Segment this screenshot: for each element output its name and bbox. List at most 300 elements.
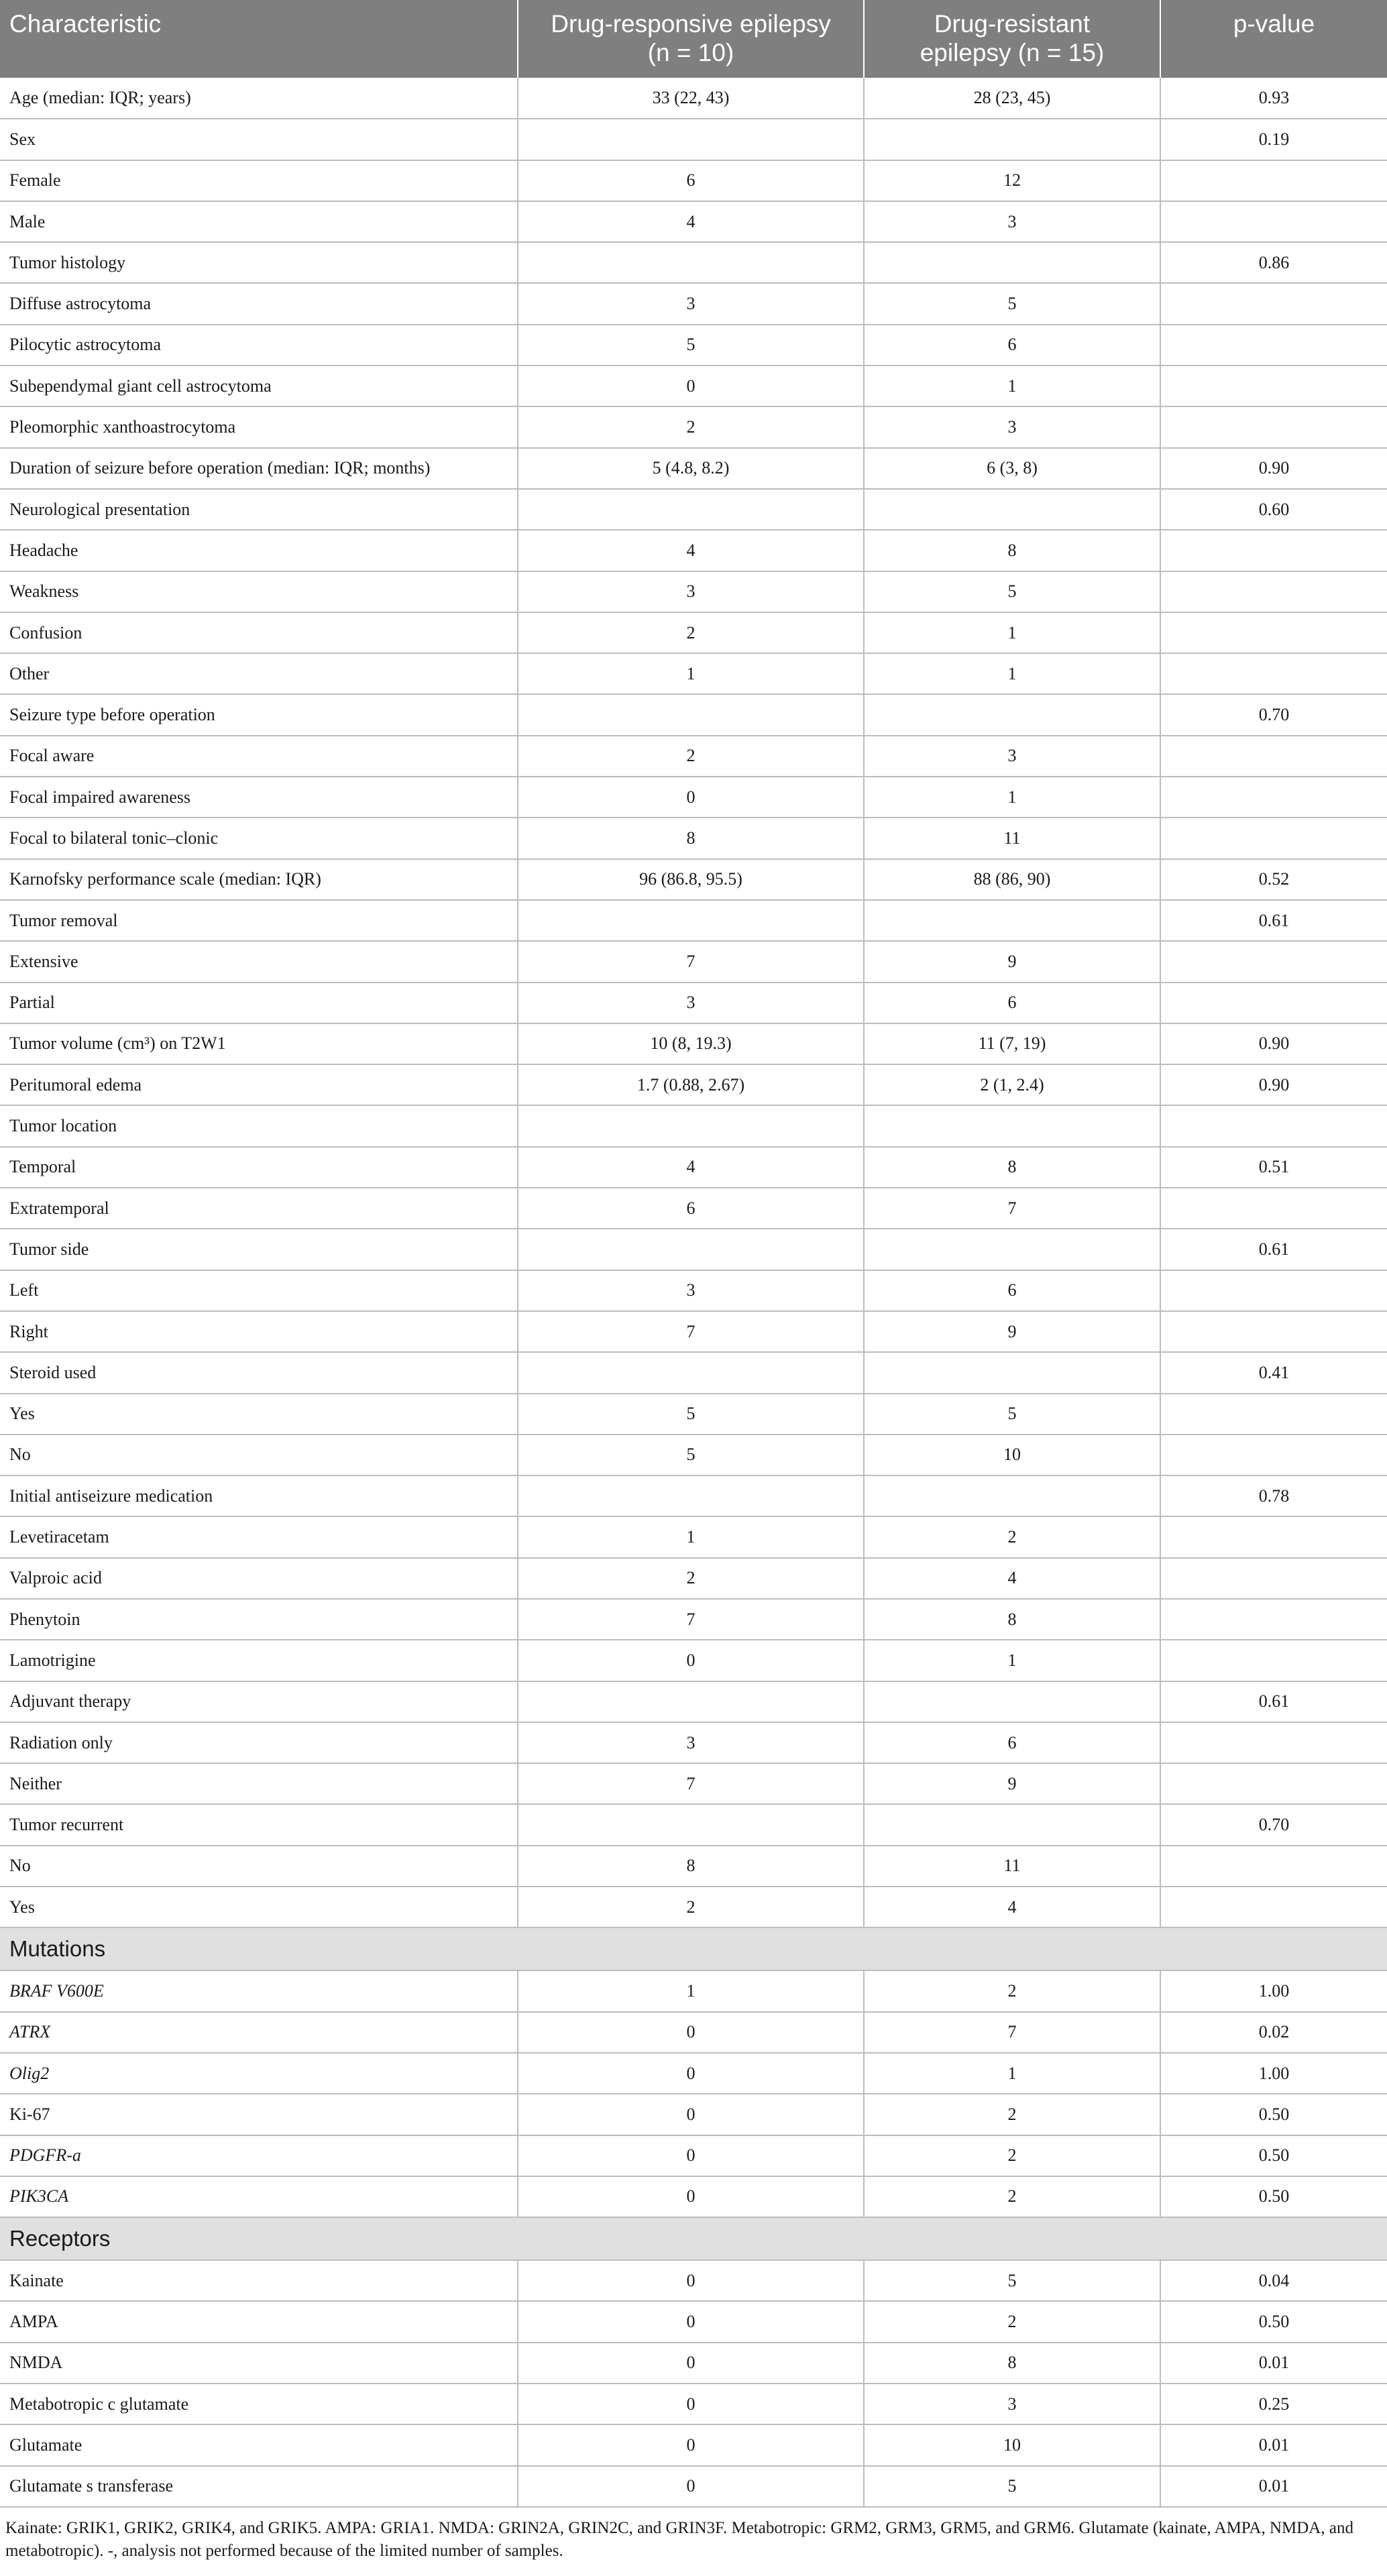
drug-resistant-value: 3 [864, 2384, 1160, 2424]
drug-resistant-value [864, 242, 1160, 283]
row-label: Temporal [0, 1147, 518, 1188]
drug-resistant-value: 28 (23, 45) [864, 78, 1160, 119]
drug-responsive-value [518, 119, 864, 160]
p-value [1160, 1394, 1387, 1435]
table-row [0, 818, 1387, 858]
table-footnote: Kainate: GRIK1, GRIK2, GRIK4, and GRIK5. AMPA: GRIA1. NMDA: GRIN2A, GRIN2C, and GRIN3F. Metabotropic: GRM2, GRM3, GRM5, and GRM6. Glutamate (kainate, AMPA, NMDA, and metabotropic). -, analysis not performed because of the limited number of samples. [5, 2518, 1353, 2560]
row-label: Yes [0, 1887, 518, 1927]
table-row [0, 2343, 1387, 2384]
table-row [0, 1722, 1387, 1763]
row-label: Tumor location [0, 1105, 518, 1146]
row-label: Radiation only [0, 1722, 518, 1763]
p-value: 0.61 [1160, 1681, 1387, 1722]
table-row [0, 941, 1387, 982]
drug-resistant-value: 1 [864, 366, 1160, 406]
table-row [0, 325, 1387, 366]
p-value [1160, 1722, 1387, 1763]
row-label: Neither [0, 1763, 518, 1804]
p-value: 0.90 [1160, 448, 1387, 489]
table-row [0, 201, 1387, 242]
drug-resistant-value: 2 (1, 2.4) [864, 1064, 1160, 1105]
drug-responsive-value [518, 1681, 864, 1722]
table-row [0, 1023, 1387, 1064]
drug-resistant-value [864, 1105, 1160, 1146]
drug-resistant-value [864, 489, 1160, 530]
table-row [0, 1064, 1387, 1105]
drug-resistant-value: 6 (3, 8) [864, 448, 1160, 489]
row-label: Headache [0, 530, 518, 571]
row-label: Ki-67 [0, 2094, 518, 2135]
header-drug-resistant-label: Drug-resistant [934, 10, 1091, 38]
drug-responsive-value: 7 [518, 1311, 864, 1352]
section-receptors [0, 2217, 1387, 2260]
table-row [0, 2135, 1387, 2176]
row-label: Weakness [0, 571, 518, 612]
p-value: 0.25 [1160, 2384, 1387, 2424]
drug-resistant-value: 5 [864, 2260, 1160, 2301]
drug-responsive-value: 0 [518, 2135, 864, 2176]
row-label: Male [0, 201, 518, 242]
drug-responsive-value: 7 [518, 1763, 864, 1804]
row-label: Pilocytic astrocytoma [0, 325, 518, 366]
drug-responsive-value: 33 (22, 43) [518, 78, 864, 119]
table-row [0, 366, 1387, 406]
p-value: 0.01 [1160, 2343, 1387, 2384]
row-label: Age (median: IQR; years) [0, 78, 518, 119]
drug-responsive-value: 0 [518, 2012, 864, 2053]
drug-resistant-value: 10 [864, 1435, 1160, 1475]
drug-resistant-value: 2 [864, 1516, 1160, 1557]
p-value: 0.70 [1160, 694, 1387, 735]
section-title: Mutations [0, 1927, 1387, 1970]
p-value: 0.50 [1160, 2094, 1387, 2135]
table-row [0, 2424, 1387, 2465]
drug-responsive-value [518, 1804, 864, 1845]
row-label: Left [0, 1270, 518, 1311]
row-label: Phenytoin [0, 1599, 518, 1640]
table-row [0, 1763, 1387, 1804]
row-label: Kainate [0, 2260, 518, 2301]
drug-responsive-value: 4 [518, 1147, 864, 1188]
drug-resistant-value: 9 [864, 1763, 1160, 1804]
row-label: Extratemporal [0, 1188, 518, 1229]
row-label: Focal impaired awareness [0, 777, 518, 818]
row-label: Female [0, 160, 518, 201]
table-row [0, 2260, 1387, 2301]
row-label: BRAF V600E [0, 1970, 518, 2011]
header-drug-resistant-n: epilepsy (n = 15) [920, 39, 1105, 66]
table-row [0, 2176, 1387, 2217]
drug-resistant-value: 12 [864, 160, 1160, 201]
p-value: 0.61 [1160, 900, 1387, 941]
drug-responsive-value [518, 242, 864, 283]
drug-resistant-value: 1 [864, 653, 1160, 694]
drug-resistant-value: 3 [864, 406, 1160, 447]
drug-resistant-value: 11 (7, 19) [864, 1023, 1160, 1064]
drug-responsive-value: 2 [518, 736, 864, 777]
drug-responsive-value [518, 694, 864, 735]
row-label: Steroid used [0, 1352, 518, 1393]
row-label: Other [0, 653, 518, 694]
row-label: Right [0, 1311, 518, 1352]
p-value [1160, 406, 1387, 447]
table-header [0, 0, 1387, 78]
header-drug-resistant [864, 0, 1160, 78]
table-row [0, 1640, 1387, 1681]
drug-resistant-value: 10 [864, 2424, 1160, 2465]
p-value: 0.90 [1160, 1023, 1387, 1064]
row-label: Subependymal giant cell astrocytoma [0, 366, 518, 406]
row-label: Duration of seizure before operation (median: IQR; months) [0, 448, 518, 489]
p-value [1160, 1188, 1387, 1229]
p-value: 0.60 [1160, 489, 1387, 530]
drug-resistant-value: 2 [864, 2301, 1160, 2342]
drug-resistant-value: 1 [864, 612, 1160, 653]
p-value: 0.70 [1160, 1804, 1387, 1845]
table-row [0, 489, 1387, 530]
p-value [1160, 283, 1387, 324]
drug-responsive-value: 4 [518, 530, 864, 571]
drug-resistant-value: 1 [864, 2053, 1160, 2094]
drug-responsive-value [518, 489, 864, 530]
table-row [0, 694, 1387, 735]
drug-responsive-value: 2 [518, 1887, 864, 1927]
drug-responsive-value: 0 [518, 1640, 864, 1681]
table-row [0, 2053, 1387, 2094]
table-row [0, 242, 1387, 283]
p-value [1160, 777, 1387, 818]
p-value: 0.93 [1160, 78, 1387, 119]
drug-resistant-value [864, 1804, 1160, 1845]
row-label: Focal aware [0, 736, 518, 777]
row-label: Glutamate s transferase [0, 2466, 518, 2507]
p-value [1160, 1105, 1387, 1146]
row-label: Lamotrigine [0, 1640, 518, 1681]
drug-responsive-value: 3 [518, 1722, 864, 1763]
table-row [0, 2012, 1387, 2053]
drug-responsive-value: 0 [518, 777, 864, 818]
drug-responsive-value: 5 (4.8, 8.2) [518, 448, 864, 489]
p-value [1160, 1435, 1387, 1475]
table-row [0, 1558, 1387, 1599]
drug-resistant-value: 5 [864, 571, 1160, 612]
p-value: 0.50 [1160, 2176, 1387, 2217]
drug-resistant-value: 5 [864, 283, 1160, 324]
row-label: Partial [0, 983, 518, 1023]
row-label: Levetiracetam [0, 1516, 518, 1557]
drug-resistant-value: 9 [864, 941, 1160, 982]
p-value [1160, 612, 1387, 653]
drug-resistant-value [864, 900, 1160, 941]
p-value: 0.51 [1160, 1147, 1387, 1188]
p-value [1160, 201, 1387, 242]
p-value [1160, 530, 1387, 571]
drug-resistant-value: 5 [864, 2466, 1160, 2507]
table-row [0, 2466, 1387, 2507]
drug-responsive-value: 6 [518, 1188, 864, 1229]
row-label: Extensive [0, 941, 518, 982]
p-value: 0.52 [1160, 859, 1387, 900]
p-value: 0.61 [1160, 1229, 1387, 1270]
p-value [1160, 1640, 1387, 1681]
p-value: 1.00 [1160, 1970, 1387, 2011]
p-value: 0.19 [1160, 119, 1387, 160]
drug-responsive-value: 0 [518, 2053, 864, 2094]
row-label: Olig2 [0, 2053, 518, 2094]
drug-resistant-value [864, 1352, 1160, 1393]
header-drug-responsive [518, 0, 864, 78]
section-title: Receptors [0, 2217, 1387, 2260]
drug-responsive-value [518, 900, 864, 941]
row-label: Confusion [0, 612, 518, 653]
table-row [0, 119, 1387, 160]
drug-responsive-value: 1.7 (0.88, 2.67) [518, 1064, 864, 1105]
p-value [1160, 1311, 1387, 1352]
drug-responsive-value: 0 [518, 2176, 864, 2217]
p-value [1160, 325, 1387, 366]
table-row [0, 1475, 1387, 1516]
table-row [0, 736, 1387, 777]
table-row [0, 1599, 1387, 1640]
row-label: PIK3CA [0, 2176, 518, 2217]
row-label: PDGFR-a [0, 2135, 518, 2176]
table-row [0, 1311, 1387, 1352]
p-value: 0.50 [1160, 2301, 1387, 2342]
p-value: 0.78 [1160, 1475, 1387, 1516]
row-label: Tumor side [0, 1229, 518, 1270]
drug-responsive-value: 0 [518, 366, 864, 406]
drug-responsive-value: 3 [518, 283, 864, 324]
drug-resistant-value: 1 [864, 1640, 1160, 1681]
row-label: Tumor histology [0, 242, 518, 283]
drug-resistant-value [864, 694, 1160, 735]
p-value: 0.01 [1160, 2466, 1387, 2507]
table-row [0, 1887, 1387, 1927]
drug-resistant-value: 2 [864, 2094, 1160, 2135]
drug-resistant-value: 6 [864, 325, 1160, 366]
table-row [0, 1394, 1387, 1435]
row-label: No [0, 1435, 518, 1475]
p-value [1160, 1846, 1387, 1887]
row-label: Focal to bilateral tonic–clonic [0, 818, 518, 858]
table-row [0, 571, 1387, 612]
p-value [1160, 983, 1387, 1023]
drug-responsive-value: 6 [518, 160, 864, 201]
drug-resistant-value: 5 [864, 1394, 1160, 1435]
section-mutations [0, 1927, 1387, 1970]
row-label: Tumor volume (cm³) on T2W1 [0, 1023, 518, 1064]
table-row [0, 530, 1387, 571]
drug-resistant-value: 8 [864, 530, 1160, 571]
row-label: Initial antiseizure medication [0, 1475, 518, 1516]
row-label: AMPA [0, 2301, 518, 2342]
drug-responsive-value: 10 (8, 19.3) [518, 1023, 864, 1064]
p-value [1160, 818, 1387, 858]
drug-responsive-value: 0 [518, 2301, 864, 2342]
p-value: 0.90 [1160, 1064, 1387, 1105]
drug-resistant-value [864, 1475, 1160, 1516]
p-value [1160, 736, 1387, 777]
row-label: NMDA [0, 2343, 518, 2384]
drug-responsive-value: 2 [518, 406, 864, 447]
table-row [0, 160, 1387, 201]
p-value [1160, 1887, 1387, 1927]
drug-responsive-value: 7 [518, 1599, 864, 1640]
drug-resistant-value: 11 [864, 818, 1160, 858]
table-row [0, 1352, 1387, 1393]
p-value: 0.41 [1160, 1352, 1387, 1393]
drug-resistant-value [864, 1681, 1160, 1722]
drug-resistant-value: 88 (86, 90) [864, 859, 1160, 900]
row-label: Sex [0, 119, 518, 160]
drug-resistant-value: 1 [864, 777, 1160, 818]
drug-responsive-value [518, 1229, 864, 1270]
p-value: 1.00 [1160, 2053, 1387, 2094]
row-label: Karnofsky performance scale (median: IQR) [0, 859, 518, 900]
drug-responsive-value: 4 [518, 201, 864, 242]
drug-resistant-value: 3 [864, 201, 1160, 242]
header-drug-responsive-label: Drug-responsive epilepsy [551, 10, 831, 38]
drug-responsive-value: 2 [518, 1558, 864, 1599]
row-label: Glutamate [0, 2424, 518, 2465]
p-value: 0.86 [1160, 242, 1387, 283]
row-label: No [0, 1846, 518, 1887]
row-label: ATRX [0, 2012, 518, 2053]
table-row [0, 1681, 1387, 1722]
table-row [0, 2094, 1387, 2135]
header-p-value: p-value [1160, 0, 1387, 78]
p-value: 0.01 [1160, 2424, 1387, 2465]
table-row [0, 1105, 1387, 1146]
drug-responsive-value: 8 [518, 818, 864, 858]
drug-resistant-value: 6 [864, 1270, 1160, 1311]
drug-responsive-value: 96 (86.8, 95.5) [518, 859, 864, 900]
row-label: Tumor recurrent [0, 1804, 518, 1845]
drug-responsive-value: 0 [518, 2466, 864, 2507]
drug-resistant-value: 8 [864, 1599, 1160, 1640]
drug-responsive-value: 0 [518, 2384, 864, 2424]
table-row [0, 448, 1387, 489]
drug-responsive-value: 1 [518, 653, 864, 694]
table-row [0, 1970, 1387, 2011]
drug-resistant-value [864, 1229, 1160, 1270]
drug-responsive-value: 1 [518, 1516, 864, 1557]
p-value [1160, 366, 1387, 406]
drug-resistant-value: 4 [864, 1558, 1160, 1599]
drug-resistant-value: 8 [864, 2343, 1160, 2384]
drug-resistant-value: 6 [864, 983, 1160, 1023]
p-value [1160, 941, 1387, 982]
table-row [0, 777, 1387, 818]
table-row [0, 900, 1387, 941]
table-row [0, 2384, 1387, 2424]
row-label: Peritumoral edema [0, 1064, 518, 1105]
row-label: Pleomorphic xanthoastrocytoma [0, 406, 518, 447]
row-label: Diffuse astrocytoma [0, 283, 518, 324]
row-label: Seizure type before operation [0, 694, 518, 735]
drug-responsive-value [518, 1475, 864, 1516]
p-value: 0.02 [1160, 2012, 1387, 2053]
drug-responsive-value: 5 [518, 1435, 864, 1475]
drug-resistant-value: 6 [864, 1722, 1160, 1763]
table-row [0, 612, 1387, 653]
drug-responsive-value: 3 [518, 571, 864, 612]
drug-resistant-value: 9 [864, 1311, 1160, 1352]
drug-responsive-value: 0 [518, 2424, 864, 2465]
drug-responsive-value: 3 [518, 1270, 864, 1311]
drug-responsive-value: 2 [518, 612, 864, 653]
row-label: Tumor removal [0, 900, 518, 941]
p-value: 0.04 [1160, 2260, 1387, 2301]
drug-responsive-value: 8 [518, 1846, 864, 1887]
drug-resistant-value: 11 [864, 1846, 1160, 1887]
row-label: Metabotropic c glutamate [0, 2384, 518, 2424]
p-value [1160, 1270, 1387, 1311]
table-row [0, 1846, 1387, 1887]
drug-responsive-value: 5 [518, 1394, 864, 1435]
row-label: Yes [0, 1394, 518, 1435]
p-value [1160, 160, 1387, 201]
table-row [0, 859, 1387, 900]
table-row [0, 283, 1387, 324]
drug-responsive-value: 7 [518, 941, 864, 982]
p-value [1160, 1763, 1387, 1804]
row-label: Valproic acid [0, 1558, 518, 1599]
table-row [0, 1229, 1387, 1270]
row-label: Neurological presentation [0, 489, 518, 530]
p-value [1160, 1516, 1387, 1557]
p-value [1160, 653, 1387, 694]
drug-responsive-value [518, 1352, 864, 1393]
p-value [1160, 1599, 1387, 1640]
drug-responsive-value: 0 [518, 2094, 864, 2135]
drug-resistant-value: 7 [864, 1188, 1160, 1229]
table-row [0, 1147, 1387, 1188]
drug-resistant-value: 2 [864, 2176, 1160, 2217]
header-characteristic: Characteristic [0, 0, 518, 78]
p-value: 0.50 [1160, 2135, 1387, 2176]
table-row [0, 983, 1387, 1023]
table-row [0, 1188, 1387, 1229]
drug-resistant-value: 3 [864, 736, 1160, 777]
table-row [0, 78, 1387, 119]
p-value [1160, 1558, 1387, 1599]
drug-resistant-value: 2 [864, 2135, 1160, 2176]
drug-responsive-value: 0 [518, 2260, 864, 2301]
drug-resistant-value: 8 [864, 1147, 1160, 1188]
header-drug-responsive-n: (n = 10) [647, 39, 734, 66]
drug-responsive-value: 3 [518, 983, 864, 1023]
table-row [0, 1804, 1387, 1845]
table-row [0, 2301, 1387, 2342]
table-body [0, 78, 1387, 2507]
drug-resistant-value [864, 119, 1160, 160]
table-row [0, 653, 1387, 694]
drug-responsive-value: 5 [518, 325, 864, 366]
drug-resistant-value: 7 [864, 2012, 1160, 2053]
table-row [0, 1435, 1387, 1475]
table-row [0, 1270, 1387, 1311]
table-row [0, 1516, 1387, 1557]
drug-resistant-value: 2 [864, 1970, 1160, 2011]
drug-responsive-value: 0 [518, 2343, 864, 2384]
drug-resistant-value: 4 [864, 1887, 1160, 1927]
drug-responsive-value: 1 [518, 1970, 864, 2011]
row-label: Adjuvant therapy [0, 1681, 518, 1722]
p-value [1160, 571, 1387, 612]
table-row [0, 406, 1387, 447]
drug-responsive-value [518, 1105, 864, 1146]
